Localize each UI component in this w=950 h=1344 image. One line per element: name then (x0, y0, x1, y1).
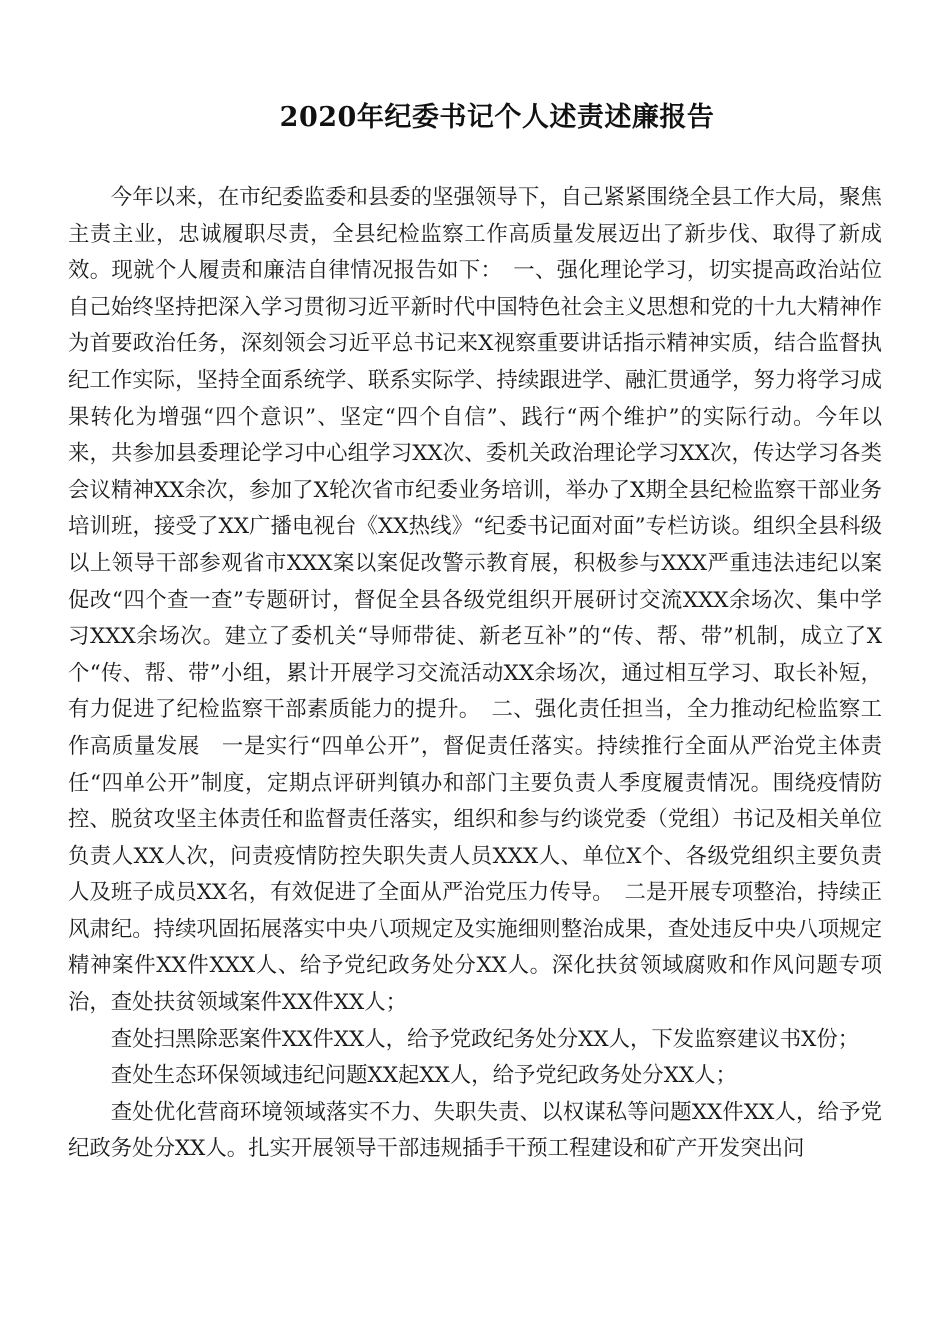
paragraph: 查处扫黑除恶案件XX件XX人，给予党政纪务处分XX人，下发监察建议书X份； (110, 1026, 860, 1052)
paragraph: 今年以来，在市纪委监委和县委的坚强领导下，自己紧紧围绕全县工作大局，聚焦主责主业，忠诚履职尽责，全县纪检监察工作高质量发展迈出了新步伐、取得了新成效。现就个人履责和廉洁自律情况报告如下： 一、强化理论学习，切实提高政治站位 自己始终坚持把深入学习贯彻习近平新时代中国特色社会主义思想和党的十九大精神作为首要政治任务，深刻领会习近平总书记来X视察重要讲话指示精神实质，结合监督执纪工作实际，坚持全面系统学、联系实际学、持续跟进学、融汇贯通学，努力将学习成果转化为增强“四个意识”、坚定“四个自信”、践行“两个维护”的实际行动。今年以来，共参加县委理论学习中心组学习XX次、委机关政治理论学习XX次，传达学习各类会议精神XX余次，参加了X轮次省市纪委业务培训，举办了X期全县纪检监察干部业务培训班，接受了XX广播电视台《XX热线》“纪委书记面对面”专栏访谈。组织全县科级以上领导干部参观省市XXX案以案促改警示教育展，积极参与XXX严重违法违纪以案促改“四个查一查”专题研讨，督促全县各级党组织开展研讨交流XXX余场次、集中学习XXX余场次。建立了委机关“导师带徒、新老互补”的“传、帮、带”机制，成立了X个“传、帮、带”小组，累计开展学习交流活动XX余场次，通过相互学习、取长补短，有力促进了纪检监察干部素质能力的提升。 二、强化责任担当，全力推动纪检监察工作高质量发展 一是实行“四单公开”，督促责任落实。持续推行全面从严治党主体责任“四单公开”制度，定期点评研判镇办和部门主要负责人季度履责情况。围绕疫情防控、脱贫攻坚主体责任和监督责任落实，组织和参与约谈党委（党组）书记及相关单位负责人XX人次，问责疫情防控失职失责人员XXX人、单位X个、各级党组织主要负责人及班子成员XX名，有效促进了全面从严治党压力传导。 二是开展专项整治，持续正风肃纪。持续巩固拓展落实中央八项规定及实施细则整治成果，查处违反中央八项规定精神案件XX件XXX人、给予党纪政务处分XX人。深化扶贫领域腐败和作风问题专项治，查处扶贫领域案件XX件XX人； (68, 185, 904, 1016)
paragraph: 查处生态环保领域违纪问题XX起XX人，给予党纪政务处分XX人； (110, 1063, 737, 1089)
document-body (68, 180, 904, 1168)
document-title: 2020年纪委书记个人述责述廉报告 (279, 102, 715, 133)
paragraph: 查处优化营商环境领域落实不力、失职失责、以权谋私等问题XX件XX人，给予党纪政务处分XX人。扎实开展领导干部违规插手干预工程建设和矿产开发突出问 (68, 1099, 882, 1162)
